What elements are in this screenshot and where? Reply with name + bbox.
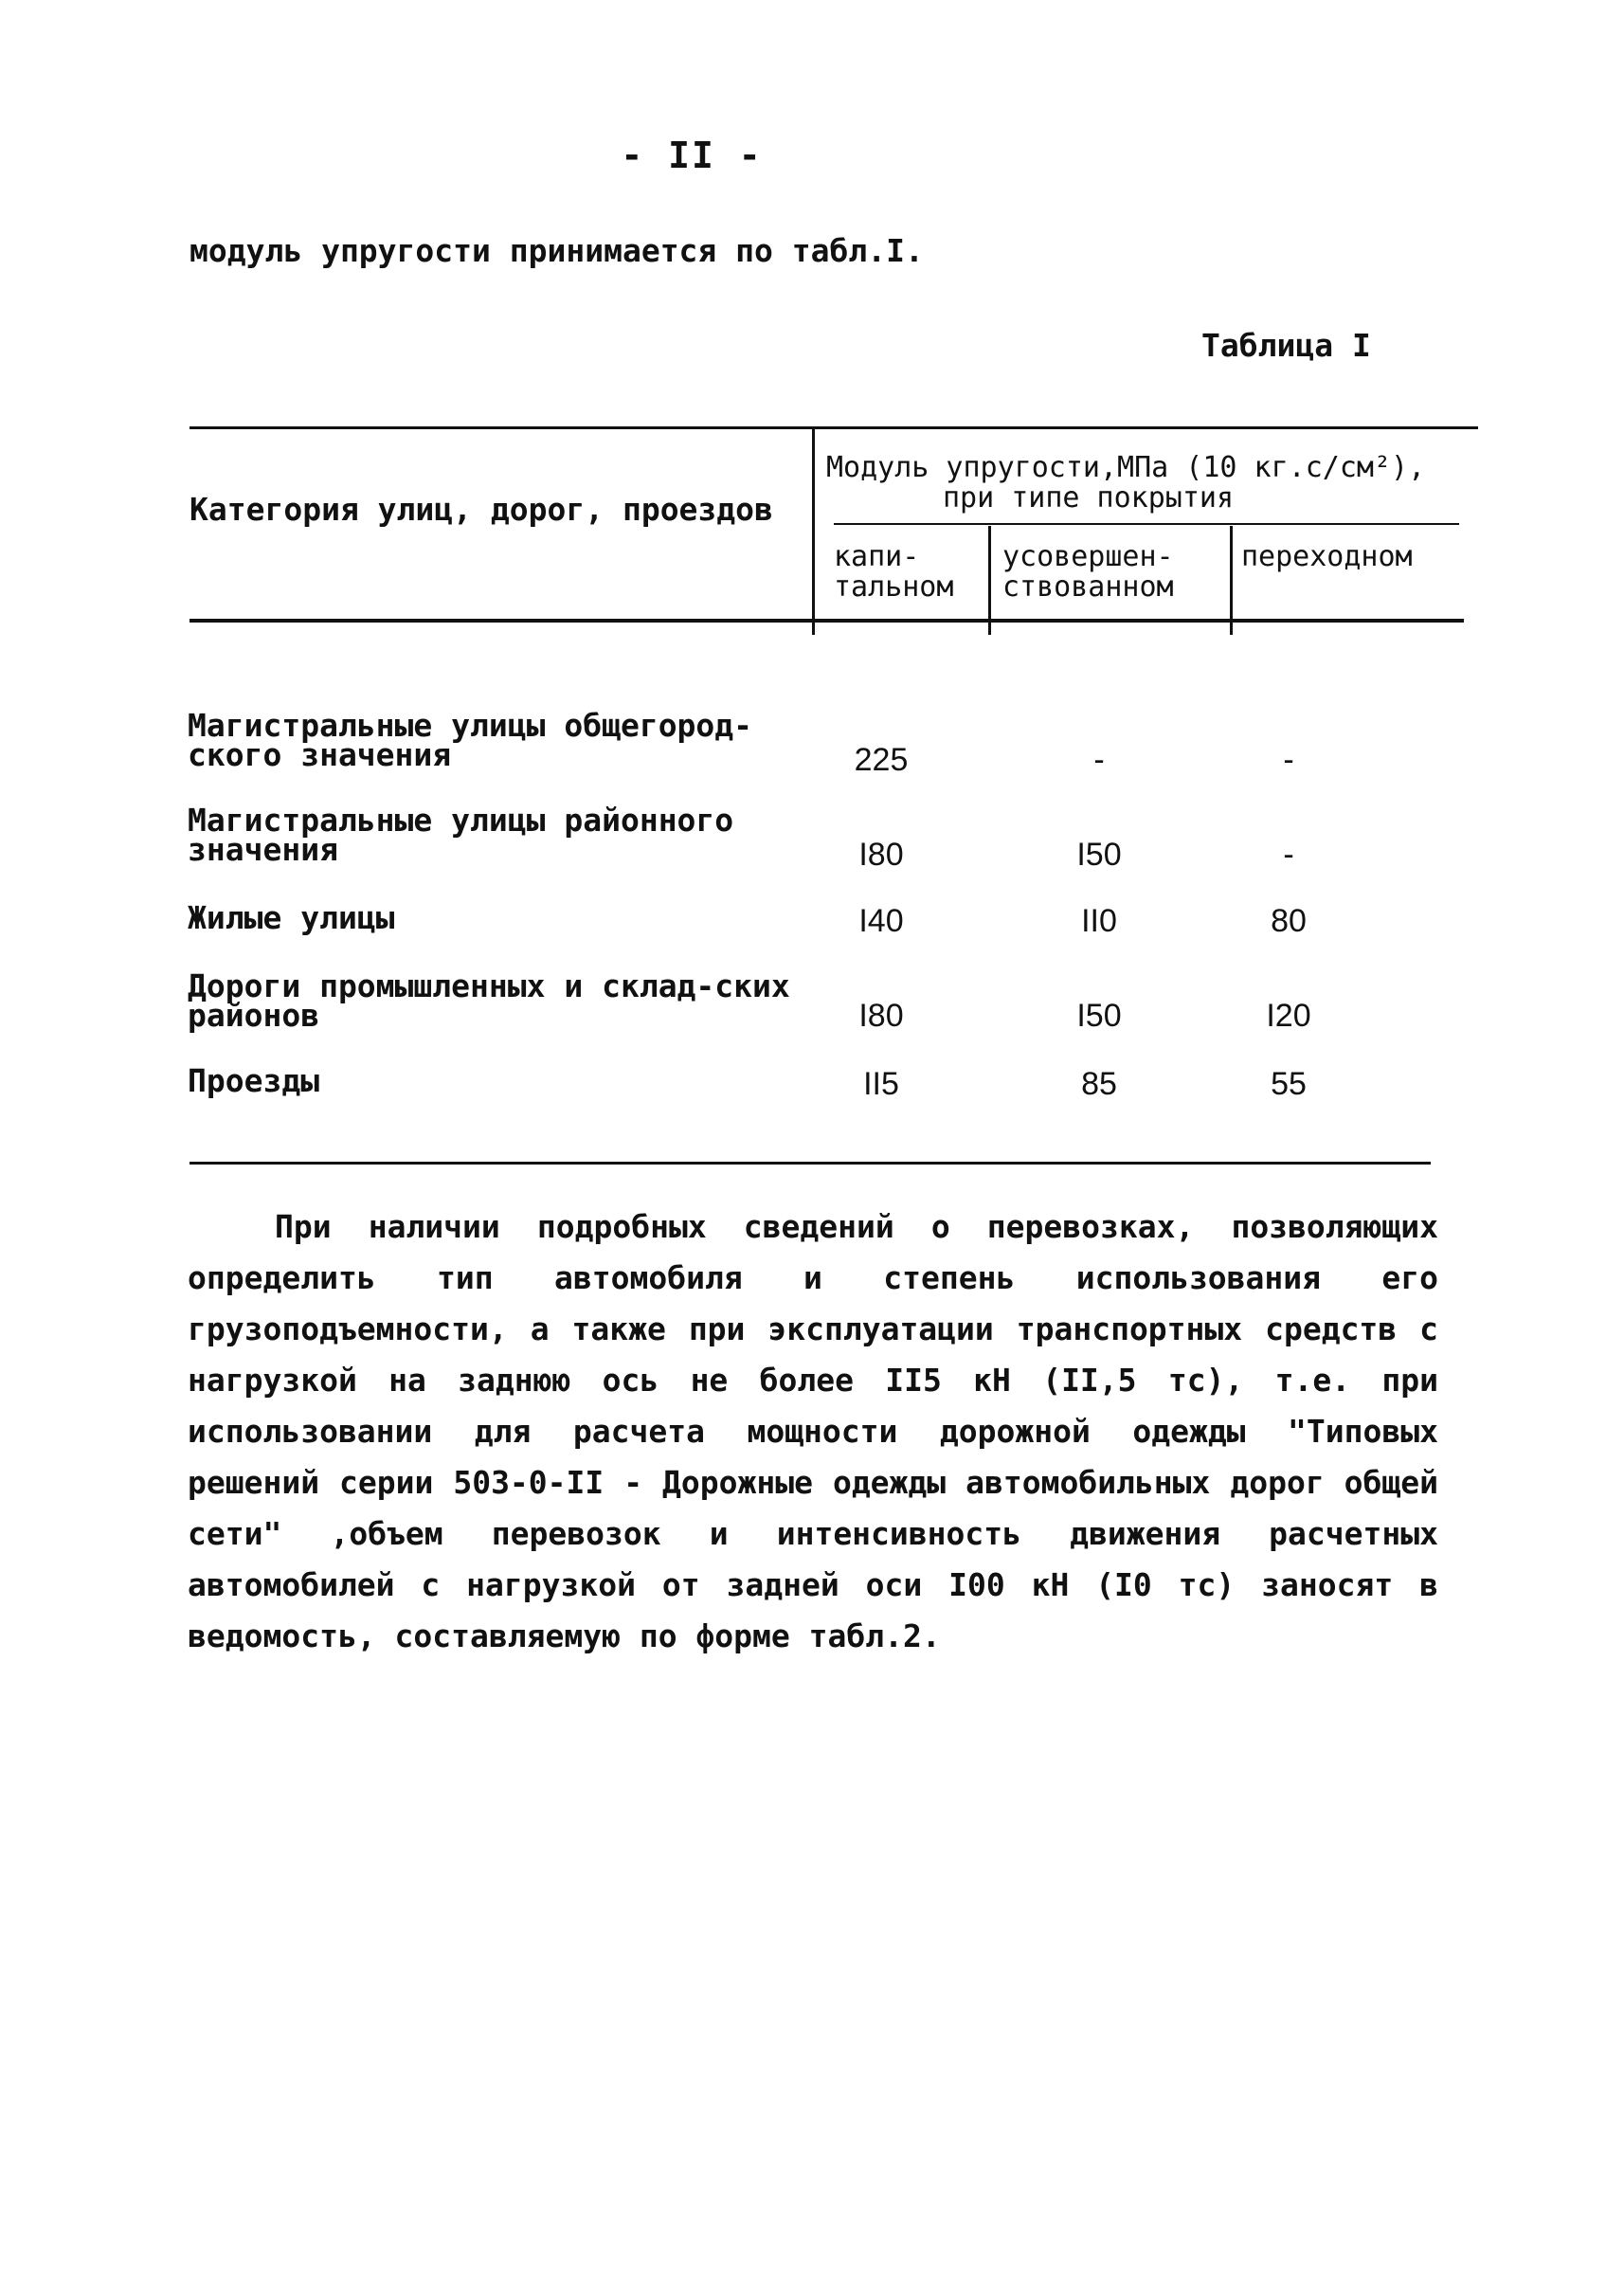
table-header-bottom-rule [189,619,1464,623]
cell-main-district-improved: I50 [1076,837,1122,873]
row-label-main-district: Магистральные улицы районного значения [188,802,734,868]
page-number: - II - [621,135,763,176]
cell-industrial-transitional: I20 [1266,998,1311,1034]
cell-driveways-transitional: 55 [1271,1066,1307,1102]
header-modulus: Модуль упругости,МПа (10 кг.с/см²), [826,451,1426,484]
row-label-industrial-roads: Дороги промышленных и склад-ских районов [188,967,790,1034]
table-divider-category [812,426,815,635]
table-caption: Таблица I [1201,327,1371,364]
cell-residential-improved: II0 [1081,903,1117,939]
cell-residential-transitional: 80 [1271,903,1307,939]
cell-main-city-transitional: - [1283,742,1294,778]
row-label-main-city: Магистральные улицы общегород-ского значения [188,707,753,773]
header-col-transitional: переходном [1241,540,1413,573]
header-category: Категория улиц, дорог, проездов [189,491,773,528]
row-label-driveways: Проезды [188,1062,320,1099]
cell-driveways-improved: 85 [1081,1066,1117,1102]
cell-main-district-transitional: - [1283,837,1294,873]
table-bottom-rule [189,1162,1431,1165]
body-paragraph: При наличии подробных сведений о перевозках, позволяющих определить тип автомобиля и степень использования его грузоподъемности, а также при эксплуатации транспортных средств с нагрузкой на заднюю ось не более II5 кН (II,5 тс), т.е. при использовании для расчета мощности дорожной одежды "Типовых решений серии 503-0-II - Дорожные одежды автомобильных дорог общей сети" ,объем перевозок и интенсивность движения расчетных автомобилей с нагрузкой от задней оси I00 кН (I0 тс) заносят в ведомость, составляемую по форме табл.2. [188,1208,1438,1654]
intro-text: модуль упругости принимается по табл.I. [189,232,924,269]
cell-industrial-improved: I50 [1076,998,1122,1034]
table-subheader-rule [834,523,1459,525]
cell-main-city-capital: 225 [854,742,909,778]
table-top-rule [189,426,1478,429]
row-label-residential: Жилые улицы [188,899,395,936]
header-col-capital: капи- тальном [834,540,954,604]
cell-industrial-capital: I80 [858,998,904,1034]
table-divider-col2 [1230,526,1233,635]
cell-main-district-capital: I80 [858,837,904,873]
cell-residential-capital: I40 [858,903,904,939]
header-coverage-type: при типе покрытия [943,481,1235,515]
table-divider-col1 [988,526,991,635]
cell-driveways-capital: II5 [863,1066,899,1102]
header-col-improved: усовершен- ствованном [1002,540,1174,604]
cell-main-city-improved: - [1093,742,1105,778]
